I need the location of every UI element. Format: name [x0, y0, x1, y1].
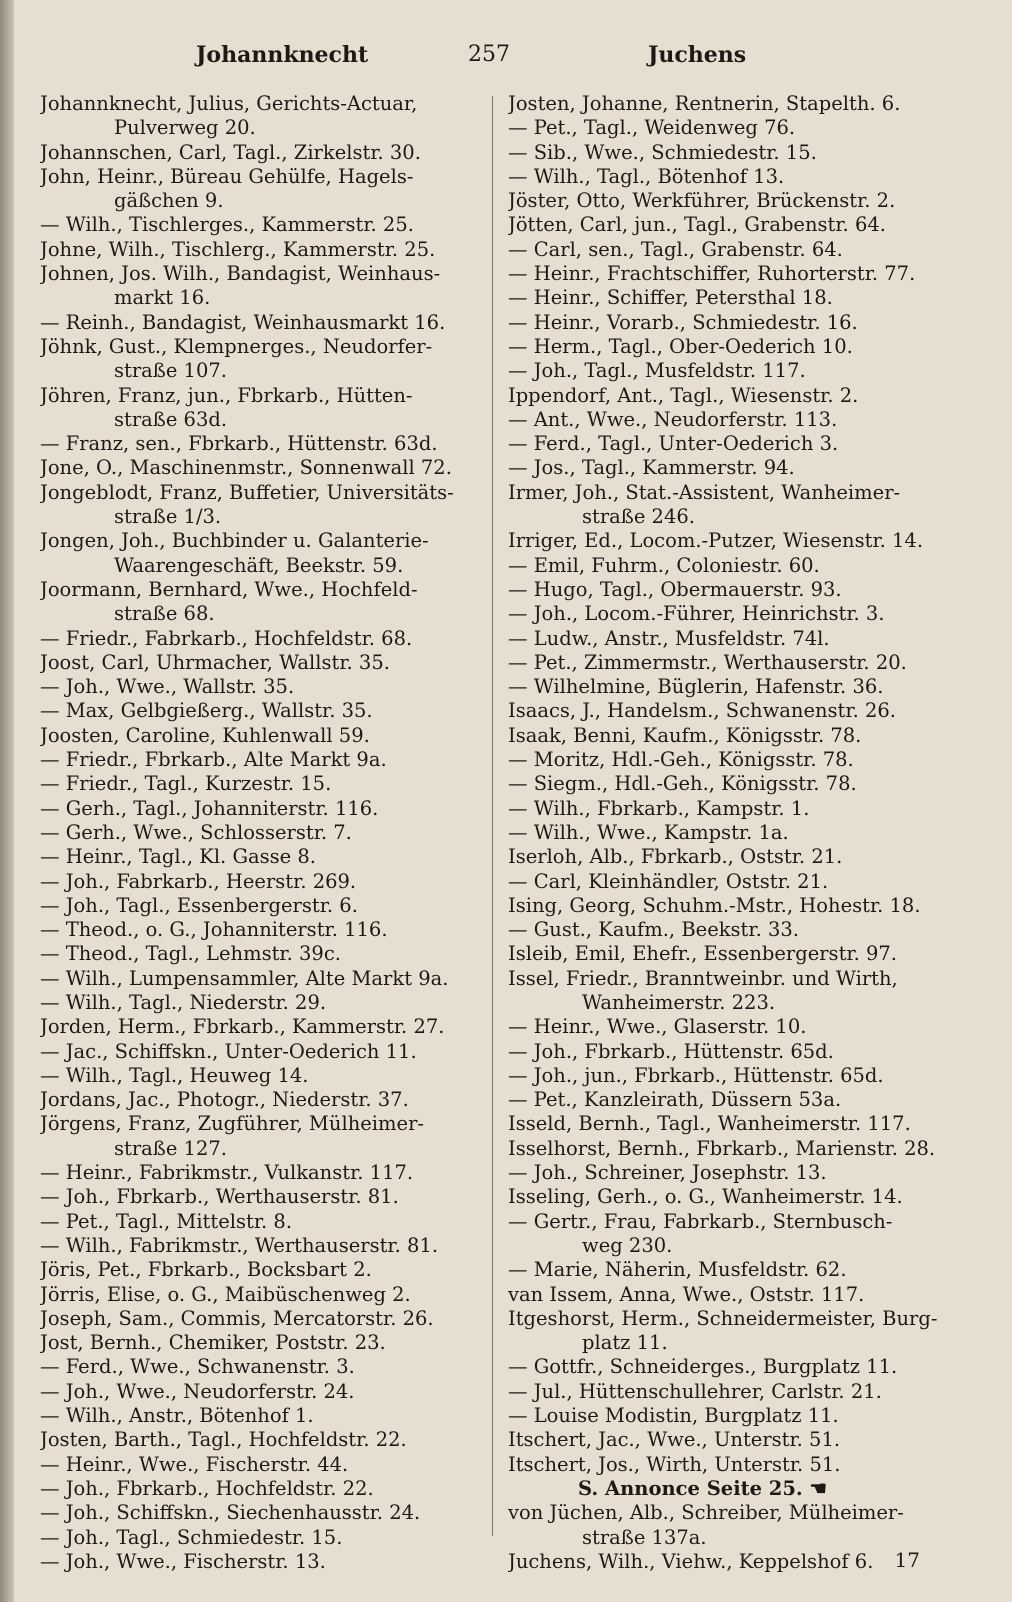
entry-continuation: straße 137a. — [582, 1525, 707, 1549]
running-head-left: Johannknecht — [196, 42, 369, 68]
directory-entry: — Heinr., Fabrikmstr., Vulkanstr. 117. — [40, 1161, 414, 1185]
directory-entry: — Wilh., Lumpensammler, Alte Markt 9a. — [40, 966, 449, 990]
directory-entry: — Heinr., Frachtschiffer, Ruhorterstr. 77. — [508, 262, 916, 286]
entry-continuation: markt 16. — [114, 286, 211, 310]
directory-entry: — Ant., Wwe., Neudorferstr. 113. — [508, 407, 838, 431]
directory-entry: — Pet., Tagl., Weidenweg 76. — [508, 116, 796, 140]
directory-entry: — Wilhelmine, Büglerin, Hafenstr. 36. — [508, 675, 884, 699]
directory-entry: — Heinr., Wwe., Fischerstr. 44. — [40, 1452, 349, 1476]
right-column — [508, 92, 978, 1574]
directory-entry: — Wilh., Wwe., Kampstr. 1a. — [508, 820, 789, 844]
entry-continuation: gäßchen 9. — [114, 189, 224, 213]
directory-entry: Itschert, Jac., Wwe., Unterstr. 51. — [508, 1428, 841, 1452]
directory-entry: — Ludw., Anstr., Musfeldstr. 74l. — [508, 626, 830, 650]
directory-entry: — Joh., Tagl., Schmiedestr. 15. — [40, 1525, 343, 1549]
directory-entry: Ising, Georg, Schuhm.-Mstr., Hohestr. 18. — [508, 893, 921, 917]
entry-continuation: straße 68. — [114, 602, 215, 626]
entry-continuation: weg 230. — [582, 1233, 673, 1257]
directory-entry: Jötten, Carl, jun., Tagl., Grabenstr. 64. — [508, 213, 886, 237]
directory-entry: Jöhnk, Gust., Klempnerges., Neudorfer- — [40, 334, 433, 358]
directory-entry: Jorden, Herm., Fbrkarb., Kammerstr. 27. — [40, 1015, 445, 1039]
directory-entry: — Joh., Tagl., Essenbergerstr. 6. — [40, 893, 358, 917]
directory-entry: — Wilh., Fabrikmstr., Werthauserstr. 81. — [40, 1233, 439, 1257]
directory-entry: — Marie, Näherin, Musfeldstr. 62. — [508, 1258, 847, 1282]
page-number: 257 — [468, 42, 510, 67]
directory-entry: — Joh., Locom.-Führer, Heinrichstr. 3. — [508, 602, 885, 626]
directory-entry: Joost, Carl, Uhrmacher, Wallstr. 35. — [40, 650, 390, 674]
directory-entry: Joormann, Bernhard, Wwe., Hochfeld- — [40, 577, 418, 601]
directory-entry: — Friedr., Tagl., Kurzestr. 15. — [40, 772, 332, 796]
directory-entry: Irmer, Joh., Stat.-Assistent, Wanheimer- — [508, 480, 901, 504]
left-column — [40, 92, 476, 1574]
directory-entry: — Jac., Schiffskn., Unter-Oederich 11. — [40, 1039, 417, 1063]
directory-entry: — Gerh., Wwe., Schlosserstr. 7. — [40, 820, 352, 844]
directory-entry: Johannknecht, Julius, Gerichts-Actuar, — [40, 92, 418, 115]
directory-entry: — Heinr., Tagl., Kl. Gasse 8. — [40, 845, 317, 869]
directory-entry: Isleib, Emil, Ehefr., Essenbergerstr. 97. — [508, 942, 897, 966]
directory-entry: Johne, Wilh., Tischlerg., Kammerstr. 25. — [40, 237, 436, 261]
directory-entry: — Carl, sen., Tagl., Grabenstr. 64. — [508, 237, 843, 261]
directory-entry: Jörgens, Franz, Zugführer, Mülheimer- — [40, 1112, 424, 1136]
running-head-right: Juchens — [648, 42, 747, 68]
directory-entry: — Heinr., Schiffer, Petersthal 18. — [508, 286, 833, 310]
directory-entry: — Friedr., Fbrkarb., Alte Markt 9a. — [40, 748, 387, 772]
directory-entry: — Joh., Wwe., Wallstr. 35. — [40, 675, 295, 699]
directory-entry: — Sib., Wwe., Schmiedestr. 15. — [508, 140, 817, 164]
directory-entry: Jongen, Joh., Buchbinder u. Galanterie- — [40, 529, 429, 553]
directory-entry: Itgeshorst, Herm., Schneidermeister, Burg- — [508, 1306, 938, 1330]
directory-entry: — Joh., Fbrkarb., Hüttenstr. 65d. — [508, 1039, 834, 1063]
directory-entry: — Joh., Wwe., Fischerstr. 13. — [40, 1549, 326, 1573]
directory-entry: Isseld, Bernh., Tagl., Wanheimerstr. 117. — [508, 1112, 911, 1136]
directory-entry: Jost, Bernh., Chemiker, Poststr. 23. — [40, 1331, 386, 1355]
entry-continuation: Pulverweg 20. — [114, 116, 256, 140]
directory-entry: — Wilh., Tagl., Niederstr. 29. — [40, 990, 327, 1014]
directory-entry: — Ferd., Tagl., Unter-Oederich 3. — [508, 432, 839, 456]
directory-entry: — Jos., Tagl., Kammerstr. 94. — [508, 456, 795, 480]
directory-entry: — Friedr., Fabrkarb., Hochfeldstr. 68. — [40, 626, 413, 650]
directory-entry: Jongeblodt, Franz, Buffetier, Universitäts- — [40, 480, 454, 504]
directory-entry: Johnen, Jos. Wilh., Bandagist, Weinhaus- — [40, 262, 441, 286]
entry-continuation: straße 246. — [582, 505, 695, 529]
directory-entry: Josten, Barth., Tagl., Hochfeldstr. 22. — [40, 1428, 407, 1452]
entry-continuation: straße 63d. — [114, 407, 228, 431]
directory-entry: — Moritz, Hdl.-Geh., Königsstr. 78. — [508, 748, 854, 772]
directory-entry: van Issem, Anna, Wwe., Oststr. 117. — [508, 1282, 865, 1306]
directory-entry: Isseling, Gerh., o. G., Wanheimerstr. 14. — [508, 1185, 903, 1209]
directory-entry: Joosten, Caroline, Kuhlenwall 59. — [40, 723, 370, 747]
directory-entry: — Joh., Fabrkarb., Heerstr. 269. — [40, 869, 357, 893]
directory-entry: Isaak, Benni, Kaufm., Königsstr. 78. — [508, 723, 862, 747]
directory-entry: — Gust., Kaufm., Beekstr. 33. — [508, 918, 799, 942]
directory-entry: — Joh., Wwe., Neudorferstr. 24. — [40, 1379, 355, 1403]
signature-mark: 17 — [894, 1548, 920, 1572]
directory-entry: — Jul., Hüttenschullehrer, Carlstr. 21. — [508, 1379, 882, 1403]
entry-continuation: platz 11. — [582, 1331, 668, 1355]
directory-entry: — Joh., Tagl., Musfeldstr. 117. — [508, 359, 806, 383]
directory-entry: Jöster, Otto, Werkführer, Brückenstr. 2. — [508, 189, 896, 213]
directory-entry: John, Heinr., Büreau Gehülfe, Hagels- — [40, 164, 414, 188]
directory-entry: — Theod., o. G., Johanniterstr. 116. — [40, 918, 388, 942]
directory-entry: Jone, O., Maschinenmstr., Sonnenwall 72. — [40, 456, 452, 480]
directory-entry: Issel, Friedr., Branntweinbr. und Wirth, — [508, 966, 898, 990]
directory-entry: Jörris, Elise, o. G., Maibüschenweg 2. — [40, 1282, 411, 1306]
directory-entry: — Joh., Fbrkarb., Werthauserstr. 81. — [40, 1185, 399, 1209]
page-binding-edge — [0, 0, 14, 1602]
entry-continuation: straße 107. — [114, 359, 227, 383]
annonce-note: S. Annonce Seite 25. ☚ — [578, 1476, 827, 1500]
column-divider — [492, 96, 493, 1536]
directory-entry: — Ferd., Wwe., Schwanenstr. 3. — [40, 1355, 355, 1379]
directory-entry: — Pet., Kanzleirath, Düssern 53a. — [508, 1088, 842, 1112]
directory-entry: von Jüchen, Alb., Schreiber, Mülheimer- — [508, 1501, 904, 1525]
directory-entry: — Joh., Schreiner, Josephstr. 13. — [508, 1161, 827, 1185]
directory-entry: — Theod., Tagl., Lehmstr. 39c. — [40, 942, 341, 966]
directory-entry: — Heinr., Vorarb., Schmiedestr. 16. — [508, 310, 858, 334]
directory-entry: — Franz, sen., Fbrkarb., Hüttenstr. 63d. — [40, 432, 438, 456]
directory-entry: — Gottfr., Schneiderges., Burgplatz 11. — [508, 1355, 898, 1379]
directory-entry: — Wilh., Tischlerges., Kammerstr. 25. — [40, 213, 414, 237]
directory-entry: Itschert, Jos., Wirth, Unterstr. 51. — [508, 1452, 841, 1476]
directory-entry: Iserloh, Alb., Fbrkarb., Oststr. 21. — [508, 845, 843, 869]
directory-entry: — Wilh., Tagl., Heuweg 14. — [40, 1063, 309, 1087]
directory-entry: — Wilh., Anstr., Bötenhof 1. — [40, 1404, 314, 1428]
directory-entry: — Carl, Kleinhändler, Oststr. 21. — [508, 869, 829, 893]
directory-entry: Juchens, Wilh., Viehw., Keppelshof 6. — [508, 1549, 874, 1573]
directory-entry: Johannschen, Carl, Tagl., Zirkelstr. 30. — [40, 140, 421, 164]
directory-entry: — Joh., Fbrkarb., Hochfeldstr. 22. — [40, 1476, 374, 1500]
directory-entry: Josten, Johanne, Rentnerin, Stapelth. 6. — [508, 92, 901, 115]
directory-entry: — Gertr., Frau, Fabrkarb., Sternbusch- — [508, 1209, 893, 1233]
entry-continuation: Waarengeschäft, Beekstr. 59. — [114, 553, 404, 577]
directory-entry: — Max, Gelbgießerg., Wallstr. 35. — [40, 699, 373, 723]
directory-entry: Joseph, Sam., Commis, Mercatorstr. 26. — [40, 1306, 434, 1330]
directory-entry: — Herm., Tagl., Ober-Oederich 10. — [508, 334, 853, 358]
directory-entry: — Joh., jun., Fbrkarb., Hüttenstr. 65d. — [508, 1063, 884, 1087]
directory-entry: Irriger, Ed., Locom.-Putzer, Wiesenstr. 14. — [508, 529, 924, 553]
directory-entry: Isaacs, J., Handelsm., Schwanenstr. 26. — [508, 699, 896, 723]
directory-entry: — Reinh., Bandagist, Weinhausmarkt 16. — [40, 310, 446, 334]
directory-entry: Isselhorst, Bernh., Fbrkarb., Marienstr. 28. — [508, 1136, 936, 1160]
directory-entry: Jöhren, Franz, jun., Fbrkarb., Hütten- — [40, 383, 413, 407]
entry-continuation: Wanheimerstr. 223. — [582, 990, 776, 1014]
entry-continuation: straße 1/3. — [114, 505, 222, 529]
directory-entry: — Hugo, Tagl., Obermauerstr. 93. — [508, 577, 842, 601]
directory-entry: — Emil, Fuhrm., Coloniestr. 60. — [508, 553, 820, 577]
directory-entry: — Pet., Tagl., Mittelstr. 8. — [40, 1209, 293, 1233]
directory-entry: Jöris, Pet., Fbrkarb., Bocksbart 2. — [40, 1258, 372, 1282]
directory-entry: — Siegm., Hdl.-Geh., Königsstr. 78. — [508, 772, 857, 796]
entry-continuation: straße 127. — [114, 1136, 227, 1160]
directory-entry: Ippendorf, Ant., Tagl., Wiesenstr. 2. — [508, 383, 859, 407]
directory-entry: — Wilh., Tagl., Bötenhof 13. — [508, 164, 785, 188]
directory-entry: Jordans, Jac., Photogr., Niederstr. 37. — [40, 1088, 409, 1112]
directory-entry: — Joh., Schiffskn., Siechenhausstr. 24. — [40, 1501, 421, 1525]
directory-entry: — Gerh., Tagl., Johanniterstr. 116. — [40, 796, 379, 820]
directory-entry: — Wilh., Fbrkarb., Kampstr. 1. — [508, 796, 810, 820]
directory-entry: — Louise Modistin, Burgplatz 11. — [508, 1404, 839, 1428]
directory-entry: — Pet., Zimmermstr., Werthauserstr. 20. — [508, 650, 907, 674]
directory-entry: — Heinr., Wwe., Glaserstr. 10. — [508, 1015, 807, 1039]
